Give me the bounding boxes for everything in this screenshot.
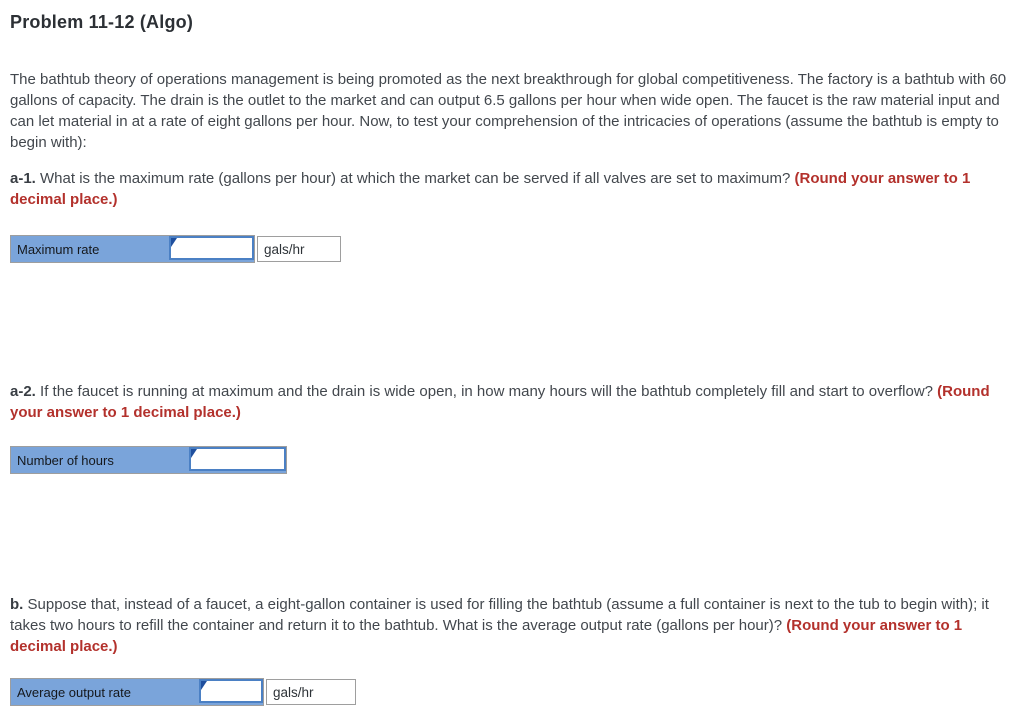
average-output-rate-label: Average output rate (11, 679, 199, 705)
maximum-rate-label: Maximum rate (11, 236, 169, 262)
question-b-rounding-instruction: (Round your answer to 1 decimal place.) (10, 617, 963, 655)
question-a1-text: What is the maximum rate (gallons per hour) at which the market can be served if all valves are set to maximum? (35, 170, 795, 187)
question-b-text: Suppose that, instead of a faucet, a eight-gallon container is used for filling the bathtub (assume a full container is next to the tub to begin with); it takes two hours to refill the container and return it to the bathtub. What is the average output rate (gallons per hour)? (10, 596, 989, 634)
average-output-rate-input[interactable] (199, 679, 263, 703)
question-a1-prefix: a-1. (10, 170, 36, 187)
answer-table-maximum-rate (10, 235, 255, 263)
maximum-rate-unit-label: gals/hr (257, 236, 341, 262)
answer-row-maximum-rate (10, 235, 1014, 263)
problem-description: The bathtub theory of operations management is being promoted as the next breakthrough for global competitiveness. The factory is a bathtub with 60 gallons of capacity. The drain is the outlet to the market and can output 6.5 gallons per hour when wide open. The faucet is the raw material input and can let material in at a rate of eight gallons per hour. Now, to test your comprehension of the intricacies of operations (assume the bathtub is empty to begin with): (10, 71, 1007, 151)
average-output-rate-input-cell (199, 679, 263, 705)
answer-row-average-output-rate (10, 678, 1014, 706)
average-output-rate-unit-label: gals/hr (266, 679, 356, 705)
maximum-rate-input-cell (169, 236, 254, 262)
question-a2-prefix: a-2. (10, 383, 36, 400)
question-a2-rounding-instruction: (Round your answer to 1 decimal place.) (10, 383, 990, 421)
number-of-hours-input[interactable] (189, 447, 286, 471)
number-of-hours-input-cell (189, 447, 286, 473)
problem-title: Problem 11-12 (Algo) (10, 12, 194, 32)
question-a1-rounding-instruction: (Round your answer to 1 decimal place.) (10, 170, 971, 208)
question-b (10, 594, 1010, 657)
question-a2 (10, 381, 1010, 423)
maximum-rate-input[interactable] (169, 236, 254, 260)
answer-table-average-output-rate (10, 678, 264, 706)
answer-table-number-of-hours (10, 446, 287, 474)
answer-row-number-of-hours (10, 446, 1014, 474)
question-a2-text: If the faucet is running at maximum and the drain is wide open, in how many hours will the bathtub completely fill and start to overflow? (35, 383, 938, 400)
question-b-prefix: b. (10, 596, 24, 613)
number-of-hours-label: Number of hours (11, 447, 189, 473)
question-a1 (10, 168, 1010, 210)
